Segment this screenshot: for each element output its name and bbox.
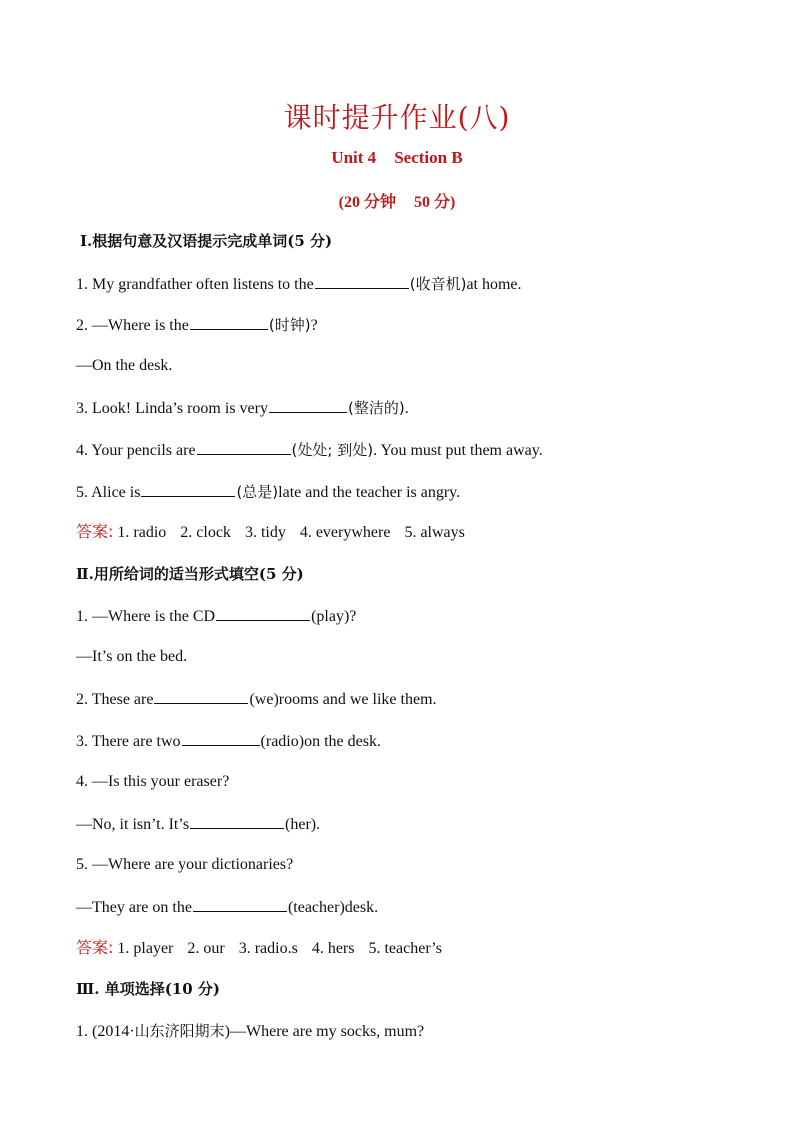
question-text: )—Where are my socks, mum?: [224, 1023, 425, 1040]
question-text: late and the teacher is angry.: [278, 484, 461, 501]
question-text: —No, it isn’t. It’s: [76, 816, 190, 833]
question-text: 4. Your pencils are: [76, 442, 196, 459]
question-text: . You must put them away.: [373, 442, 543, 459]
chinese-hint: (整洁的): [347, 399, 405, 417]
question-1-5: [76, 480, 736, 504]
question-text: 3. There are two: [76, 733, 181, 750]
question-2-2: [76, 687, 736, 711]
question-text: rooms and we like them.: [278, 691, 437, 708]
score-label: 50 分): [414, 194, 456, 211]
chinese-hint: (总是): [236, 483, 279, 501]
section-heading-2: Ⅱ.用所给词的适当形式填空(5 分): [76, 565, 304, 583]
unit-label: Unit 4: [331, 148, 377, 167]
question-text: 2. These are: [76, 691, 154, 708]
answer-blank[interactable]: [141, 480, 235, 497]
question-text: at home.: [466, 276, 522, 293]
question-text: 3. Look! Linda’s room is very: [76, 400, 268, 417]
word-hint: (we): [249, 691, 279, 708]
answer-item: 2. our: [187, 940, 225, 957]
question-2-1: [76, 604, 736, 628]
question-text: 1. (2014·: [76, 1023, 135, 1040]
question-1-2: [76, 313, 736, 337]
chinese-hint: (处处; 到处): [291, 441, 374, 459]
answer-blank[interactable]: [197, 438, 291, 455]
question-text: 5. Alice is: [76, 484, 141, 501]
question-2-3: [76, 729, 736, 753]
answer-blank[interactable]: [315, 272, 409, 289]
question-text: 1. My grandfather often listens to the: [76, 276, 314, 293]
answer-blank[interactable]: [216, 604, 310, 621]
question-2-4: 4. —Is this your eraser?: [76, 773, 230, 790]
question-2-4-reply: [76, 812, 736, 836]
question-text: —They are on the: [76, 899, 192, 916]
answer-label: 答案:: [76, 522, 114, 541]
page-title: 课时提升作业(八): [283, 101, 511, 134]
answer-blank[interactable]: [154, 687, 248, 704]
answer-blank[interactable]: [190, 812, 284, 829]
question-text: .: [404, 400, 409, 417]
question-1-2-reply: —On the desk.: [76, 357, 173, 374]
answer-item: 2. clock: [180, 524, 231, 541]
question-text: 2. —Where is the: [76, 317, 189, 334]
question-text: .: [316, 816, 321, 833]
answer-blank[interactable]: [182, 729, 260, 746]
time-label: (20 分钟: [338, 194, 396, 211]
word-hint: (radio): [260, 733, 305, 750]
unit-subtitle: [0, 148, 794, 168]
answer-item: 4. everywhere: [299, 524, 391, 541]
question-text: ?: [349, 608, 357, 625]
answer-blank[interactable]: [193, 895, 287, 912]
word-hint: (play): [311, 608, 350, 625]
question-1-1: [76, 272, 736, 296]
section-heading-3: Ⅲ. 单项选择(10 分): [76, 980, 221, 998]
answer-blank[interactable]: [190, 313, 268, 330]
question-1-4: [76, 438, 736, 462]
question-3-1: [76, 1020, 736, 1043]
question-1-3: [76, 396, 736, 420]
question-source: 山东济阳期末: [134, 1022, 225, 1040]
chinese-hint: (收音机): [409, 275, 467, 293]
answer-item: 1. radio: [117, 524, 167, 541]
question-2-5: 5. —Where are your dictionaries?: [76, 856, 294, 873]
time-score: [0, 189, 794, 212]
answer-item: 5. always: [404, 524, 465, 541]
question-text: 1. —Where is the CD: [76, 608, 216, 625]
question-text: ?: [310, 317, 318, 334]
section-label: Section B: [394, 148, 463, 167]
answer-item: 1. player: [117, 940, 174, 957]
answer-key-1: [76, 521, 736, 544]
question-text: desk.: [344, 899, 379, 916]
word-hint: (teacher): [287, 899, 345, 916]
answer-key-2: [76, 937, 736, 960]
question-2-1-reply: —It’s on the bed.: [76, 648, 188, 665]
question-text: on the desk.: [304, 733, 381, 750]
answer-label: 答案:: [76, 938, 114, 957]
answer-blank[interactable]: [269, 396, 347, 413]
answer-item: 3. tidy: [244, 524, 286, 541]
answer-item: 5. teacher’s: [368, 940, 442, 957]
chinese-hint: (时钟): [268, 316, 311, 334]
question-2-5-reply: [76, 895, 736, 919]
answer-item: 3. radio.s: [238, 940, 298, 957]
word-hint: (her): [285, 816, 317, 833]
answer-item: 4. hers: [311, 940, 355, 957]
section-heading-1: Ⅰ.根据句意及汉语提示完成单词(5 分): [80, 232, 333, 250]
